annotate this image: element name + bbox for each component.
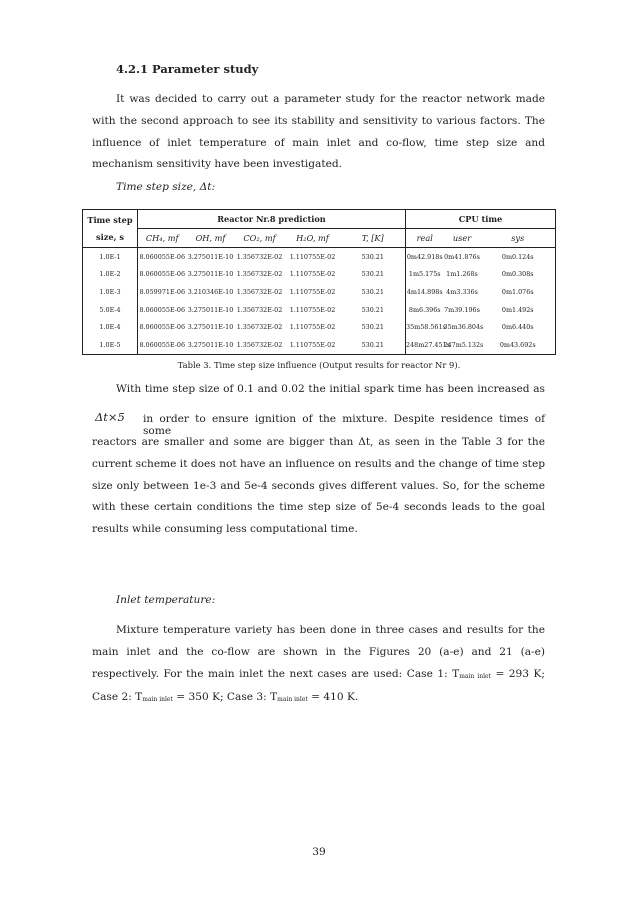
table-cell: 3.210346E-10 xyxy=(187,287,234,296)
table-cell: 8.060055E-06 xyxy=(139,252,186,261)
subscript-main-inlet-3: main inlet xyxy=(277,696,308,704)
table-row xyxy=(83,301,556,319)
table-cell: 0m42.918s xyxy=(406,248,444,266)
table-cell: 1.0E-5 xyxy=(83,336,138,354)
table-cell: 0m43.692s xyxy=(481,336,556,354)
table-cell: 8.060055E-06 xyxy=(139,270,186,279)
paragraph2-word: of xyxy=(223,383,234,395)
para3-text: Mixture temperature variety has been done in three cases and results for the main inlet and the co-flow are shown in the Figures 20 (a-e) and 21 (a-e) respectively. For the main inlet the next cases are used: Case 1: T xyxy=(92,624,545,680)
table-cell: 1.110755E-02 xyxy=(289,287,336,296)
table-cell: 1.356732E-02 xyxy=(236,287,283,296)
table-cell: 1.110755E-02 xyxy=(289,305,336,314)
table-cell: 3.275011E-10 xyxy=(187,270,234,279)
paragraph2-word: initial xyxy=(329,383,361,395)
table-cell: 8.059971E-06 xyxy=(139,287,186,296)
col-header-timestep-line1: Time step xyxy=(87,214,133,225)
col-header-ch4: CH₄, mf xyxy=(138,229,187,248)
para3-case2-value: = 350 K; Case 3: T xyxy=(172,691,278,704)
table-cell: 1.110755E-02 xyxy=(289,252,336,261)
paragraph2-rest: reactors are smaller and some are bigger than Δt, as seen in the Table 3 for the current scheme it does not have an influence on results and the change of time step size only between 1e-3 and 5e-4 seconds gives different values. So, for the scheme with these certain conditions the time step size of 5e-4 seconds leads to the goal results while consuming less computational time. xyxy=(92,436,545,536)
table-cell: 8.060055E-06 xyxy=(139,305,186,314)
table-cell: 248m27.451s xyxy=(406,336,444,354)
col-header-timestep xyxy=(83,210,138,248)
table-row xyxy=(83,248,556,266)
table-cell: 530.21 xyxy=(361,305,384,314)
table-row xyxy=(83,283,556,301)
table-cell: 0m6.440s xyxy=(481,318,556,336)
table-cell: 1m1.268s xyxy=(446,270,478,279)
table-cell: 5.0E-4 xyxy=(83,301,138,319)
table-row xyxy=(83,266,556,284)
table-cell: 1.0E-2 xyxy=(83,266,138,284)
table-cell: 8.060055E-06 xyxy=(139,323,186,332)
paragraph-intro: It was decided to carry out a parameter study for the reactor network made with the second approach to see its stability and sensitivity to various factors. The influence of inlet temperature of main inlet and co-flow, time step size and mechanism sensitivity have been investigated. xyxy=(92,93,545,171)
equation-delta-t: Δt×5 xyxy=(95,410,125,424)
table-cell: 3.275011E-10 xyxy=(187,252,234,261)
paragraph-inlet-temperature xyxy=(92,620,545,711)
table-cell: 1.356732E-02 xyxy=(236,252,283,261)
paragraph2-word: increased xyxy=(477,383,530,395)
paragraph2-word: With xyxy=(116,383,142,395)
table-cell: 3.275011E-10 xyxy=(187,305,234,314)
subheading-inlet-temperature: Inlet temperature: xyxy=(116,594,216,606)
col-header-temperature: T, [K] xyxy=(341,229,406,248)
paragraph2-word: been xyxy=(447,383,474,395)
paragraph2-word: time xyxy=(144,383,169,395)
table-cell: 3.275011E-10 xyxy=(187,323,234,332)
table-cell: 0m0.308s xyxy=(481,266,556,284)
table-cell: 1.356732E-02 xyxy=(235,336,285,354)
table-cell: 7m39.196s xyxy=(444,305,480,314)
table-caption: Table 3. Time step size influence (Output results for reactor Nr 9). xyxy=(177,360,461,370)
table-cell: 35m58.561s xyxy=(406,318,444,336)
table-cell: 1.110755E-02 xyxy=(289,323,336,332)
subheading-time-step: Time step size, Δt: xyxy=(116,181,216,193)
group-header-reactor: Reactor Nr.8 prediction xyxy=(138,210,406,229)
paragraph2-word: as xyxy=(533,383,545,395)
paragraph2-word: and xyxy=(257,383,278,395)
table-cell: 4m14.898s xyxy=(406,283,444,301)
table-cell: 0m41.876s xyxy=(444,252,480,261)
table-cell: 4m3.336s xyxy=(446,287,478,296)
table-cell: 0m1.076s xyxy=(481,283,556,301)
page-number: 39 xyxy=(312,846,326,858)
table-cell: 3.275011E-10 xyxy=(187,336,235,354)
table-cell: 1m5.175s xyxy=(406,266,444,284)
paragraph2-word: time xyxy=(397,383,422,395)
table-cell: 1.0E-1 xyxy=(83,248,138,266)
paragraph2-word: step xyxy=(172,383,196,395)
para3-case3-value: = 410 K. xyxy=(307,691,359,704)
table-cell: 0m0.124s xyxy=(481,248,556,266)
paragraph2-word: 0.1 xyxy=(237,383,254,395)
col-header-oh: OH, mf xyxy=(187,229,235,248)
table-row xyxy=(83,318,556,336)
group-header-cpu: CPU time xyxy=(406,210,556,229)
table-row xyxy=(83,336,556,354)
table-cell: 8.060055E-06 xyxy=(138,336,187,354)
table-cell: 1.110755E-02 xyxy=(289,270,336,279)
table-cell: 35m36.804s xyxy=(443,323,484,332)
subscript-main-inlet-2: main inlet xyxy=(142,696,173,704)
table-cell: 530.21 xyxy=(361,252,384,261)
table-cell: 530.21 xyxy=(361,270,384,279)
col-header-timestep-line2: size, s xyxy=(96,231,124,242)
paragraph2-line2: in order to ensure ignition of the mixture. Despite residence times of some xyxy=(143,413,545,437)
table-cell: 1.0E-4 xyxy=(83,318,138,336)
col-header-sys: sys xyxy=(481,229,556,248)
paragraph2-word: has xyxy=(425,383,444,395)
results-table xyxy=(82,209,556,355)
paragraph2-word: 0.02 xyxy=(281,383,305,395)
col-header-user: user xyxy=(444,229,481,248)
table-cell: 1.356732E-02 xyxy=(236,305,283,314)
section-heading: 4.2.1 Parameter study xyxy=(116,62,259,76)
subscript-main-inlet-1: main inlet xyxy=(459,672,491,680)
table-cell: 530.21 xyxy=(361,287,384,296)
table-cell: 1.0E-3 xyxy=(83,283,138,301)
table-cell: 1.110755E-02 xyxy=(285,336,341,354)
paragraph2-word: size xyxy=(198,383,220,395)
col-header-co2: CO₂, mf xyxy=(235,229,285,248)
col-header-h2o: H₂O, mf xyxy=(285,229,341,248)
table-cell: 530.21 xyxy=(361,323,384,332)
table-cell: 8m6.396s xyxy=(406,301,444,319)
table-cell: 0m1.492s xyxy=(481,301,556,319)
para3-case1-value: = 293 K; Case 2: T xyxy=(92,667,545,704)
table-cell: 247m5.132s xyxy=(444,336,481,354)
table-cell: 1.356732E-02 xyxy=(236,270,283,279)
table-cell: 530.21 xyxy=(341,336,406,354)
paragraph2-word: the xyxy=(308,383,326,395)
table-cell: 1.356732E-02 xyxy=(236,323,283,332)
paragraph2-word: spark xyxy=(364,383,395,395)
col-header-real: real xyxy=(406,229,444,248)
